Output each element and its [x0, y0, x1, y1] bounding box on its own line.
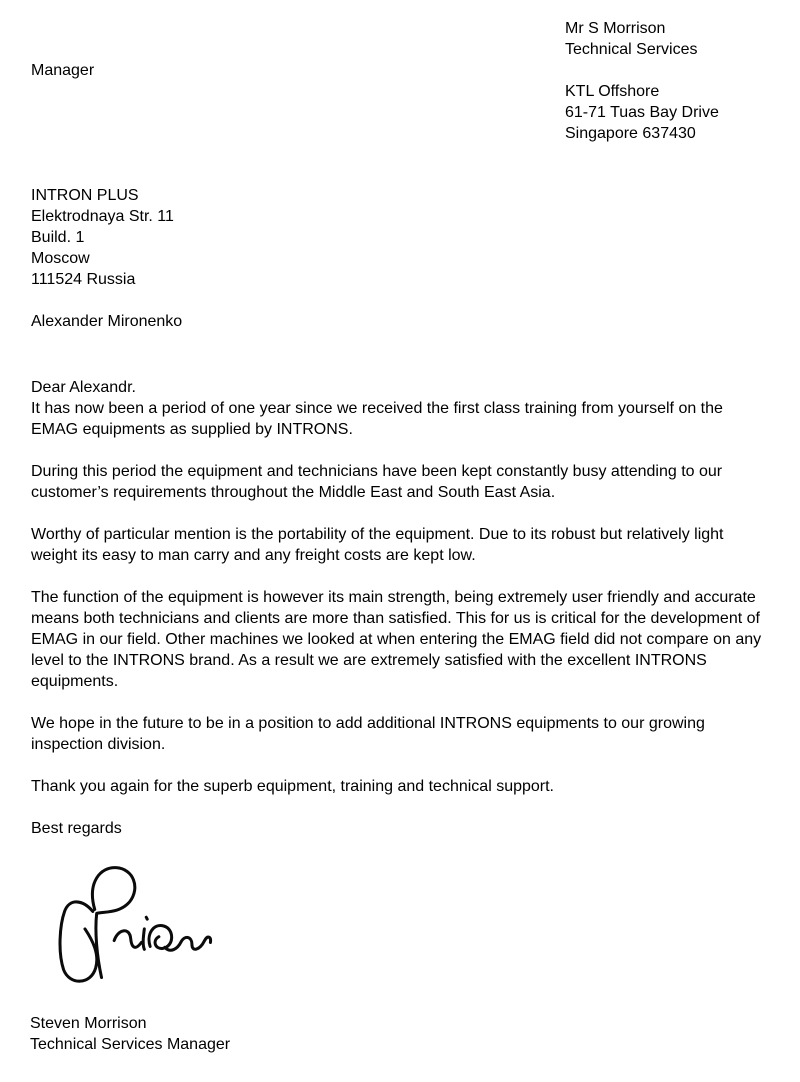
- recipient-company: INTRON PLUS: [31, 187, 139, 204]
- addressee-role-label: Manager: [31, 62, 95, 79]
- paragraph-1-text: It has now been a period of one year since we received the first class training from yourself on the EMAG equipments as supplied by INTRONS.: [31, 400, 723, 438]
- paragraph-6: Thank you again for the superb equipment, training and technical support.: [31, 778, 554, 795]
- spacer-line: [565, 60, 719, 81]
- spacer-line: [31, 290, 182, 311]
- sender-address-block: [565, 18, 719, 144]
- paragraph-1: [31, 377, 771, 440]
- recipient-address-block: [31, 185, 182, 332]
- recipient-building: Build. 1: [31, 229, 85, 246]
- sender-department: Technical Services: [565, 41, 698, 58]
- signature-scrawl-icon: [50, 860, 225, 992]
- closing-line: Best regards: [31, 820, 122, 837]
- paragraph-4: The function of the equipment is however its main strength, being extremely user friendly and accurate means both technicians and clients are more than satisfied. This for us is critical for the development of EMAG in our field. Other machines we looked at when entering the EMAG field did not compare on any level to the INTRONS brand. As a result we are extremely satisfied with the excellent INTRONS equipments.: [31, 589, 762, 690]
- sender-company: KTL Offshore: [565, 83, 660, 100]
- paragraph-2: During this period the equipment and technicians have been kept constantly busy attending to our customer’s requirements throughout the Middle East and South East Asia.: [31, 463, 723, 501]
- sender-name: Mr S Morrison: [565, 20, 666, 37]
- sender-street: 61-71 Tuas Bay Drive: [565, 104, 719, 121]
- signer-name: Steven Morrison: [30, 1015, 147, 1032]
- paragraph-3: Worthy of particular mention is the portability of the equipment. Due to its robust but relatively light weight its easy to man carry and any freight costs are kept low.: [31, 526, 724, 564]
- sender-city: Singapore 637430: [565, 125, 696, 142]
- recipient-postal-country: 111524 Russia: [31, 271, 136, 288]
- recipient-street: Elektrodnaya Str. 11: [31, 208, 174, 225]
- paragraph-5: We hope in the future to be in a position to add additional INTRONS equipments to our growing inspection division.: [31, 715, 705, 753]
- signer-block: [30, 1013, 230, 1055]
- salutation: Dear Alexandr.: [31, 379, 136, 396]
- handwritten-signature-image: [50, 860, 225, 992]
- letter-body: [31, 377, 771, 839]
- recipient-city: Moscow: [31, 250, 90, 267]
- signer-title: Technical Services Manager: [30, 1036, 231, 1053]
- recipient-attention-name: Alexander Mironenko: [31, 313, 183, 330]
